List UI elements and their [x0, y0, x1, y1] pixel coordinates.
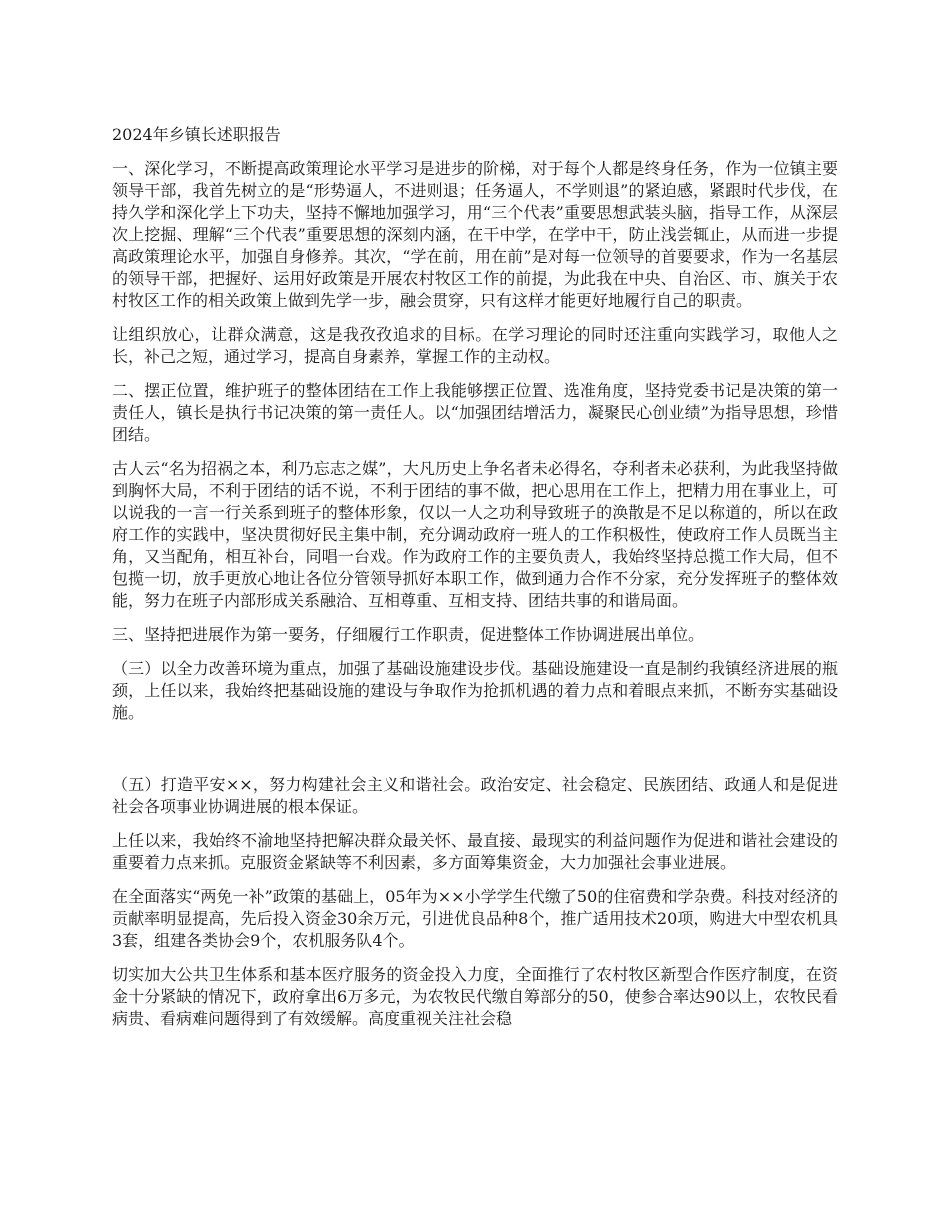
section-gap	[112, 736, 838, 774]
paragraph-position: 二、摆正位置，维护班子的整体团结在工作上我能够摆正位置、选准角度，坚持党委书记是决策的第一责任人，镇长是执行书记决策的第一责任人。以“加强团结增活力，凝聚民心创业绩”为指导思想，珍惜团结。	[112, 381, 838, 444]
paragraph-harmony: （五）打造平安××，努力构建社会主义和谐社会。政治安定、社会稳定、民族团结、政通人和是促进社会各项事业协调进展的根本保证。	[112, 775, 838, 816]
paragraph-healthcare: 切实加大公共卫生体系和基本医疗服务的资金投入力度，全面推行了农村牧区新型合作医疗制度，在资金十分紧缺的情况下，政府拿出6万多元，为农牧民代缴自筹部分的50，使参合率达90以上，农牧民看病贵、看病难问题得到了有效缓解。高度重视关注社会稳	[112, 965, 838, 1028]
paragraph-study: 一、深化学习，不断提高政策理论水平学习是进步的阶梯，对于每个人都是终身任务，作为一位镇主要领导干部，我首先树立的是“形势逼人，不进则退；任务逼人，不学则退”的紧迫感，紧跟时代步伐，在持久学和深化学上下功夫，坚持不懈地加强学习，用“三个代表”重要思想武装头脑，指导工作，从深层次上挖掘、理解“三个代表”重要思想的深刻内涵，在干中学，在学中干，防止浅尝辄止，从而进一步提高政策理论水平，加强自身修养。其次，“学在前，用在前”是对每一位领导的首要要求，作为一名基层的领导干部，把握好、运用好政策是开展农村牧区工作的前提，为此我在中央、自治区、市、旗关于农村牧区工作的相关政策上做到先学一步，融会贯穿，只有这样才能更好地履行自己的职责。	[112, 159, 838, 310]
paragraph-education-tech: 在全面落实“两免一补”政策的基础上，05年为××小学学生代缴了50的住宿费和学杂费。科技对经济的贡献率明显提高，先后投入资金30余万元，引进优良品种8个，推广适用技术20项，购进大中型农机具3套，组建各类协会9个，农机服务队4个。	[112, 887, 838, 950]
paragraph-goal: 让组织放心，让群众满意，这是我孜孜追求的目标。在学习理论的同时还注重向实践学习，取他人之长，补己之短，通过学习，提高自身素养，掌握工作的主动权。	[112, 325, 838, 366]
paragraph-livelihood: 上任以来，我始终不渝地坚持把解决群众最关怀、最直接、最现实的利益问题作为促进和谐社会建设的重要着力点来抓。克服资金紧缺等不利因素，多方面筹集资金，大力加强社会事业进展。	[112, 831, 838, 872]
paragraph-infrastructure: （三）以全力改善环境为重点，加强了基础设施建设步伐。基础设施建设一直是制约我镇经济进展的瓶颈，上任以来，我始终把基础设施的建设与争取作为抢抓机遇的着力点和着眼点来抓，不断夯实基础设施。	[112, 659, 838, 722]
paragraph-unity: 古人云“名为招祸之本，利乃忘志之媒”，大凡历史上争名者未必得名，夺利者未必获利，为此我坚持做到胸怀大局，不利于团结的话不说，不利于团结的事不做，把心思用在工作上，把精力用在事业上，可以说我的一言一行关系到班子的整体形象，仅以一人之功利导致班子的涣散是不足以称道的，所以在政府工作的实践中，坚决贯彻好民主集中制，充分调动政府一班人的工作积极性，使政府工作人员既当主角，又当配角，相互补台，同唱一台戏。作为政府工作的主要负责人，我始终坚持总揽工作大局，但不包揽一切，放手更放心地让各位分管领导抓好本职工作，做到通力合作不分家，充分发挥班子的整体效能，努力在班子内部形成关系融洽、互相尊重、互相支持、团结共事的和谐局面。	[112, 459, 838, 610]
document-page	[112, 124, 838, 1042]
paragraph-development: 三、坚持把进展作为第一要务，仔细履行工作职责，促进整体工作协调进展出单位。	[112, 625, 705, 644]
document-title: 2024年乡镇长述职报告	[112, 125, 281, 144]
